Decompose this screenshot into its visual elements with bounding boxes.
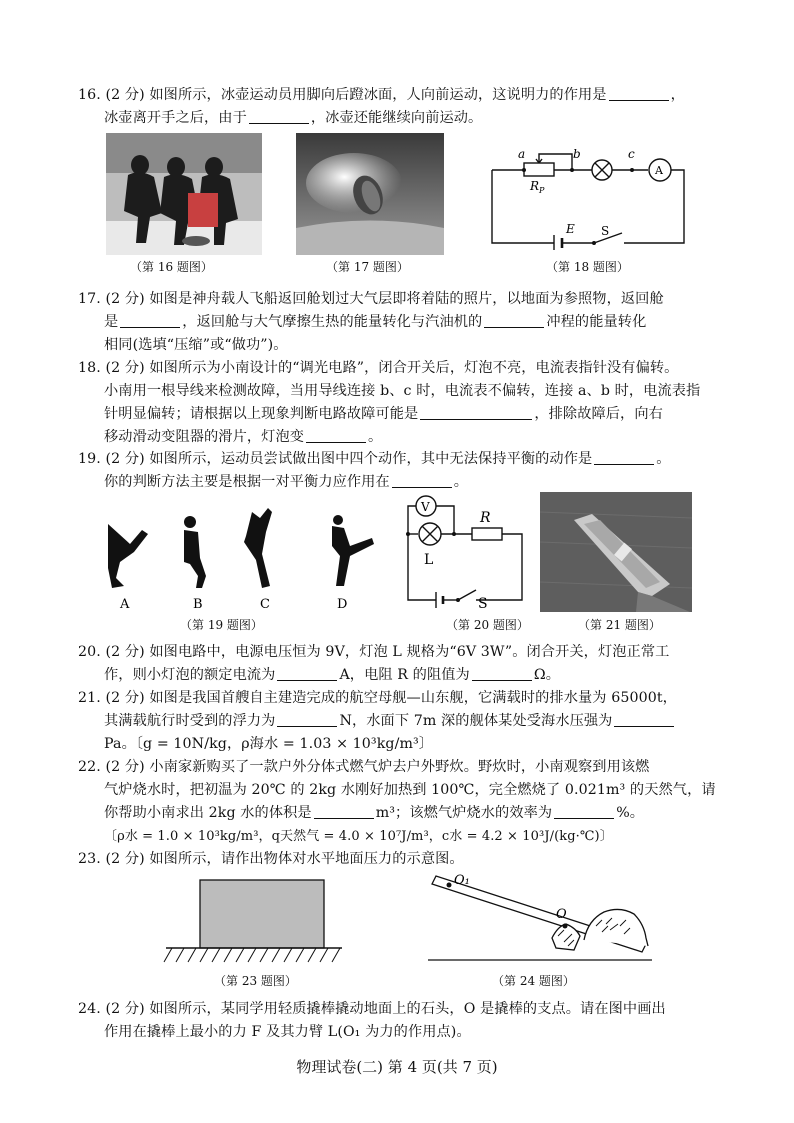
caption-19: （第 19 题图） [180, 618, 263, 632]
voltmeter-label: V [421, 500, 430, 514]
answer-blank[interactable] [614, 712, 674, 727]
answer-blank[interactable] [554, 804, 614, 819]
caption-23: （第 23 题图） [214, 974, 297, 988]
question-22: 22. (2 分) 小南家新购买了一款户外分体式燃气炉去户外野炊。野炊时，小南观察到用该燃 气炉烧水时，把初温为 20℃ 的 2kg 水刚好加热到 100℃，完全燃烧了 0.021m³ 的天然气，请 你帮助小南求出 2kg 水的体积是 m³；该燃气炉烧水的效率为 %。 〔ρ水 = 1.0 × 10³kg/m³，q天然气 = 4.0 × 10⁷J/m³，c水 = 4.2 × 10³J/(kg·℃)〕 [78, 759, 716, 844]
svg-text:P: P [539, 186, 545, 195]
block-on-ground-figure [158, 874, 344, 970]
answer-blank[interactable] [484, 313, 544, 328]
svg-text:S: S [601, 224, 610, 238]
answer-blank[interactable] [314, 804, 374, 819]
question-16: 16. (2 分) 如图所示，冰壶运动员用脚向后蹬冰面，人向前运动，这说明力的作用是 ， 冰壶离开手之后，由于 ，冰壶还能继续向前运动。 [78, 87, 685, 126]
svg-text:E: E [566, 222, 575, 236]
svg-text:O: O [556, 907, 567, 922]
circuit-diagram-20 [396, 492, 526, 610]
svg-text:S: S [478, 596, 488, 610]
answer-blank[interactable] [594, 450, 654, 465]
question-19: 19. (2 分) 如图所示，运动员尝试做出图中四个动作，其中无法保持平衡的动作是 。 你的判断方法主要是根据一对平衡力应作用在 。 [78, 451, 671, 490]
svg-text:O₁: O₁ [454, 873, 470, 888]
answer-blank[interactable] [277, 712, 337, 727]
question-17: 17. (2 分) 如图是神舟载人飞船返回舱划过大气层即将着陆的照片，以地面为参照物，返回舱 是 ，返回舱与大气摩擦生热的能量转化与汽油机的 冲程的能量转化 相同(选填“压缩”或“做功”)。 [78, 291, 664, 353]
svg-text:R: R [480, 510, 491, 526]
question-20: 20. (2 分) 如图电路中，电源电压恒为 9V，灯泡 L 规格为“6V 3W”。闭合开关，灯泡正常工 作，则小灯泡的额定电流为 A，电阻 R 的阻值为 Ω。 [78, 644, 670, 683]
answer-blank[interactable] [420, 405, 532, 420]
pose-label-b: B [193, 597, 203, 612]
answer-blank[interactable] [277, 666, 337, 681]
question-24: 24. (2 分) 如图所示，某同学用轻质撬棒撬动地面上的石头，O 是撬棒的支点。请在图中画出 作用在撬棒上最小的力 F 及其力臂 L(O₁ 为力的作用点)。 [78, 1001, 666, 1040]
balance-poses-figure [100, 506, 390, 614]
question-23: 23. (2 分) 如图所示，请作出物体对水平地面压力的示意图。 [78, 851, 464, 867]
answer-blank[interactable] [472, 666, 532, 681]
capsule-photo [296, 133, 444, 255]
pose-label-c: C [260, 597, 270, 612]
caption-18: （第 18 题图） [546, 260, 629, 274]
svg-text:c: c [628, 147, 635, 161]
curling-photo [106, 133, 262, 255]
svg-text:a: a [518, 147, 526, 161]
svg-text:R: R [530, 179, 540, 193]
ammeter-label: A [655, 164, 663, 177]
caption-17: （第 17 题图） [326, 260, 409, 274]
page-footer: 物理试卷(二) 第 4 页(共 7 页) [296, 1058, 498, 1076]
answer-blank[interactable] [609, 86, 669, 101]
caption-21: （第 21 题图） [578, 618, 661, 632]
svg-text:L: L [424, 552, 434, 568]
caption-16: （第 16 题图） [130, 260, 213, 274]
lever-and-stone-figure [424, 868, 654, 970]
answer-blank[interactable] [306, 428, 366, 443]
svg-text:b: b [573, 147, 581, 161]
pose-label-d: D [337, 597, 348, 612]
answer-blank[interactable] [392, 473, 452, 488]
question-18: 18. (2 分) 如图所示为小南设计的“调光电路”，闭合开关后，灯泡不亮，电流表指针没有偏转。 小南用一根导线来检测故障，当用导线连接 b、c 时，电流表不偏转，连接 a、b 时，电流表指 针明显偏转；请根据以上现象判断电路故障可能是 ，排除故障后，向右 移动滑动变阻器的滑片，灯泡变 。 [78, 360, 701, 445]
aircraft-carrier-photo [540, 492, 692, 612]
caption-20: （第 20 题图） [446, 618, 529, 632]
answer-blank[interactable] [249, 109, 309, 124]
answer-blank[interactable] [120, 313, 180, 328]
circuit-diagram-18 [484, 140, 686, 250]
question-21: 21. (2 分) 如图是我国首艘自主建造完成的航空母舰—山东舰，它满载时的排水量为 65000t， 其满载航行时受到的浮力为 N，水面下 7m 深的舰体某处受海水压强为 Pa。〔g = 10N/kg，ρ海水 = 1.03 × 10³kg/m³〕 [78, 690, 677, 752]
pose-label-a: A [120, 597, 130, 612]
caption-24: （第 24 题图） [492, 974, 575, 988]
